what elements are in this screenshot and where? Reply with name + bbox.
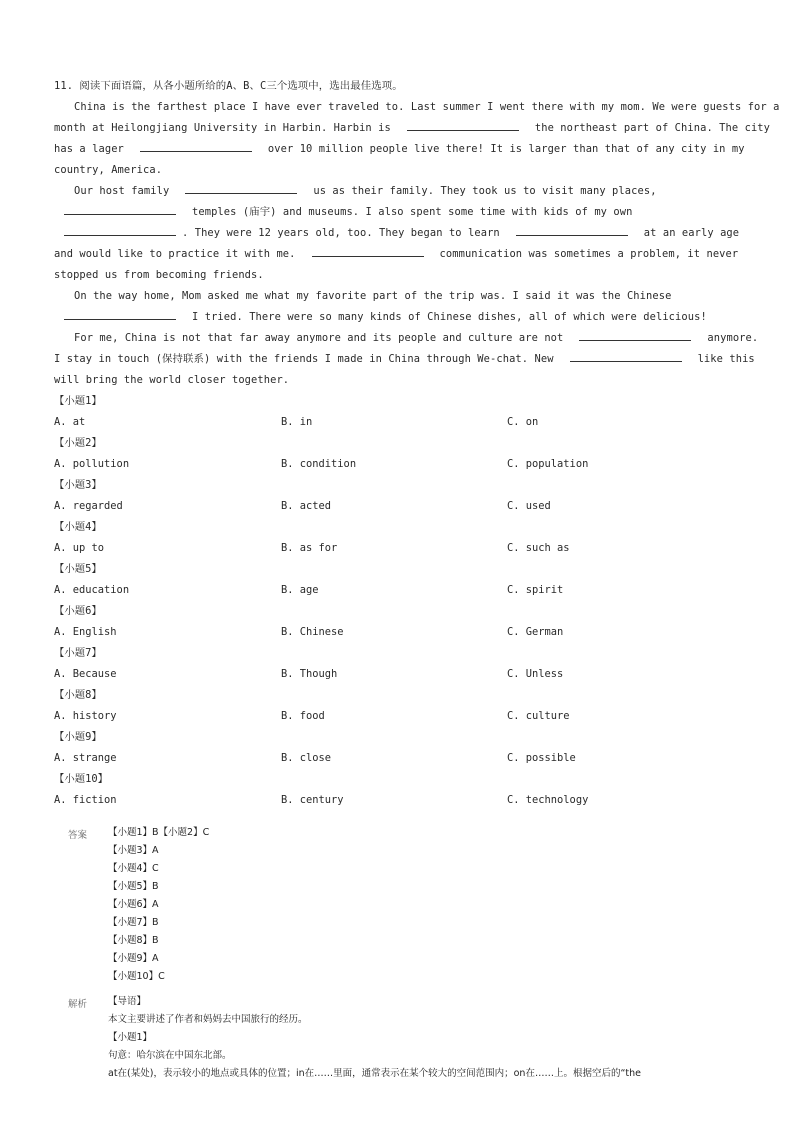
answer-line: 【小题6】A xyxy=(108,899,159,910)
option-b[interactable]: B. in xyxy=(281,416,313,428)
option-b[interactable]: B. as for xyxy=(281,542,338,554)
passage-text: Our host family xyxy=(74,185,170,197)
answer-line: 【小题10】C xyxy=(108,971,165,982)
option-c[interactable]: C. population xyxy=(507,458,589,470)
blank-10 xyxy=(570,352,682,362)
option-a[interactable]: A. education xyxy=(54,584,130,596)
question-label: 【小题1】 xyxy=(54,395,102,407)
blank-5 xyxy=(64,226,176,236)
passage-line xyxy=(74,331,764,345)
passage-line: country, America. xyxy=(54,164,163,176)
analysis-line: 句意：哈尔滨在中国东北部。 xyxy=(108,1050,232,1061)
option-a[interactable]: A. at xyxy=(54,416,86,428)
option-b[interactable]: B. food xyxy=(281,710,325,722)
question-label: 【小题9】 xyxy=(54,731,102,743)
option-a[interactable]: A. fiction xyxy=(54,794,117,806)
passage-text: communication was sometimes a problem, it never xyxy=(439,248,739,260)
blank-1 xyxy=(407,121,519,131)
question-label: 【小题5】 xyxy=(54,563,102,575)
passage-text: at an early age xyxy=(643,227,740,239)
option-b[interactable]: B. condition xyxy=(281,458,357,470)
passage-text: us as their family. They took us to visit many places, xyxy=(313,185,657,197)
option-a[interactable]: A. English xyxy=(54,626,117,638)
blank-3 xyxy=(185,184,297,194)
option-b[interactable]: B. Though xyxy=(281,668,338,680)
option-b[interactable]: B. close xyxy=(281,752,332,764)
question-label: 【小题2】 xyxy=(54,437,102,449)
passage-line xyxy=(54,310,744,324)
question-label: 【小题10】 xyxy=(54,773,109,785)
passage-text: anymore. xyxy=(707,332,759,344)
option-a[interactable]: A. Because xyxy=(54,668,117,680)
answer-line: 【小题4】C xyxy=(108,863,159,874)
blank-4 xyxy=(64,205,176,215)
passage-line xyxy=(74,184,764,198)
question-instruction: 11. 阅读下面语篇，从各小题所给的A、B、C三个选项中，选出最佳选项。 xyxy=(54,80,403,92)
answer-line: 【小题8】B xyxy=(108,935,159,946)
option-c[interactable]: C. used xyxy=(507,500,551,512)
option-b[interactable]: B. Chinese xyxy=(281,626,344,638)
passage-text: has a lager xyxy=(54,143,124,155)
option-c[interactable]: C. on xyxy=(507,416,539,428)
option-c[interactable]: C. technology xyxy=(507,794,589,806)
passage-line xyxy=(54,352,755,366)
passage-text: month at Heilongjiang University in Harbin. Harbin is xyxy=(54,122,391,134)
option-a[interactable]: A. history xyxy=(54,710,117,722)
passage-text: temples (庙宇) and museums. I also spent some time with kids of my own xyxy=(192,206,633,218)
analysis-label: 解析 xyxy=(68,999,88,1010)
option-a[interactable]: A. pollution xyxy=(54,458,130,470)
passage-text: I tried. There were so many kinds of Chinese dishes, all of which were delicious! xyxy=(192,311,707,323)
analysis-line: 本文主要讲述了作者和妈妈去中国旅行的经历。 xyxy=(108,1014,308,1025)
passage-text: and would like to practice it with me. xyxy=(54,248,296,260)
answer-line: 【小题7】B xyxy=(108,917,159,928)
passage-line xyxy=(54,121,771,135)
passage-text: over 10 million people live there! It is larger than that of any city in my xyxy=(267,143,745,155)
option-a[interactable]: A. strange xyxy=(54,752,117,764)
option-b[interactable]: B. century xyxy=(281,794,344,806)
passage-text: I stay in touch (保持联系) with the friends I made in China through We-chat. New xyxy=(54,353,554,365)
passage-line: On the way home, Mom asked me what my favorite part of the trip was. I said it was the Chinese xyxy=(74,290,672,302)
analysis-line: 【导语】 xyxy=(108,996,147,1007)
analysis-line: 【小题1】 xyxy=(108,1032,153,1043)
option-c[interactable]: C. possible xyxy=(507,752,576,764)
answer-line: 【小题3】A xyxy=(108,845,159,856)
passage-line: stopped us from becoming friends. xyxy=(54,269,264,281)
option-c[interactable]: C. Unless xyxy=(507,668,564,680)
blank-2 xyxy=(140,142,252,152)
option-c[interactable]: C. such as xyxy=(507,542,570,554)
passage-line xyxy=(54,205,744,219)
option-a[interactable]: A. regarded xyxy=(54,500,123,512)
blank-6 xyxy=(516,226,628,236)
question-label: 【小题7】 xyxy=(54,647,102,659)
question-label: 【小题6】 xyxy=(54,605,102,617)
passage-text: . They were 12 years old, too. They began to learn xyxy=(182,227,500,239)
option-c[interactable]: C. culture xyxy=(507,710,570,722)
passage-line xyxy=(54,142,744,156)
question-label: 【小题8】 xyxy=(54,689,102,701)
passage-line: will bring the world closer together. xyxy=(54,374,290,386)
option-b[interactable]: B. age xyxy=(281,584,319,596)
analysis-line: at在(某处)，表示较小的地点或具体的位置；in在……里面，通常表示在某个较大的空间范围内；on在……上。根据空后的“the xyxy=(108,1068,641,1079)
option-b[interactable]: B. acted xyxy=(281,500,332,512)
question-label: 【小题4】 xyxy=(54,521,102,533)
blank-7 xyxy=(312,247,424,257)
passage-line xyxy=(54,226,744,240)
passage-line xyxy=(54,247,744,261)
option-c[interactable]: C. German xyxy=(507,626,564,638)
blank-9 xyxy=(579,331,691,341)
answer-line: 【小题9】A xyxy=(108,953,159,964)
passage-text: like this xyxy=(697,353,755,365)
answer-label: 答案 xyxy=(68,830,88,841)
question-label: 【小题3】 xyxy=(54,479,102,491)
passage-line: China is the farthest place I have ever traveled to. Last summer I went there with my mom. We were guests for a xyxy=(74,101,780,113)
passage-text: the northeast part of China. The city xyxy=(534,122,771,134)
blank-8 xyxy=(64,310,176,320)
option-a[interactable]: A. up to xyxy=(54,542,105,554)
answer-line: 【小题5】B xyxy=(108,881,159,892)
answer-line: 【小题1】B【小题2】C xyxy=(108,827,210,838)
option-c[interactable]: C. spirit xyxy=(507,584,564,596)
passage-text: For me, China is not that far away anymore and its people and culture are not xyxy=(74,332,564,344)
